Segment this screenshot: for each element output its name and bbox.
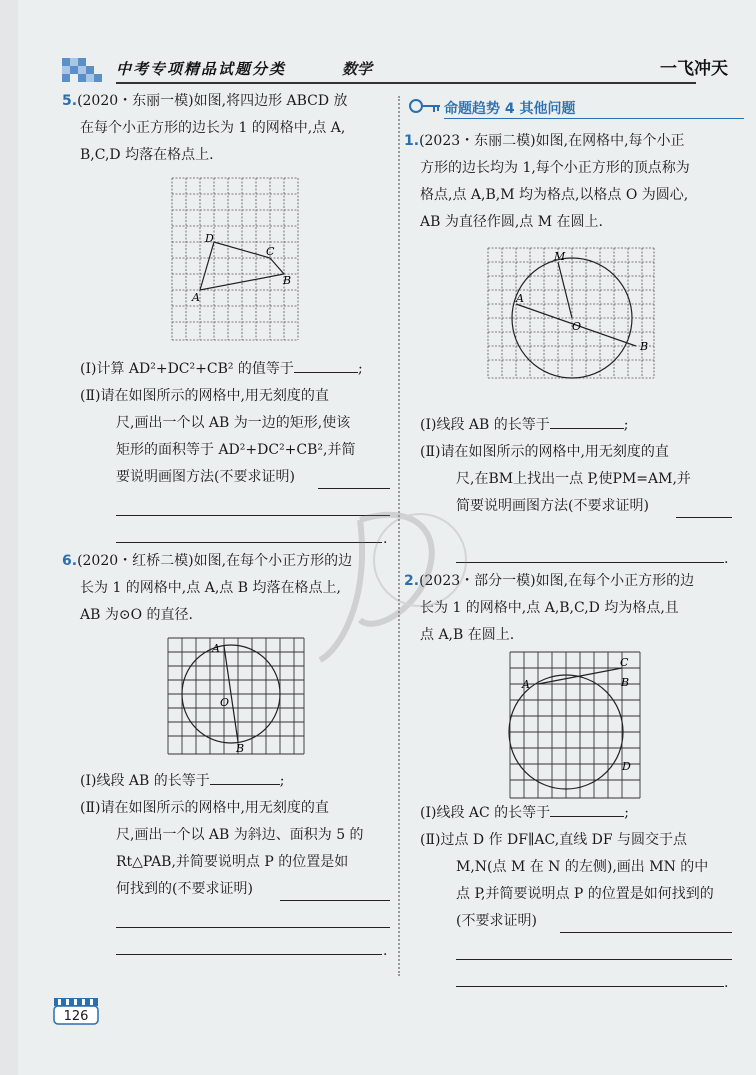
r2-end-dot: . — [724, 975, 729, 991]
r1-text-1: (2023・东丽二模)如图,在网格中,每个小正 — [419, 133, 685, 149]
r2-part2-line-4: (不要求证明) — [456, 913, 537, 929]
r2-part1-blank[interactable] — [550, 816, 624, 817]
r2-text-1: (2023・部分一模)如图,在每个小正方形的边 — [419, 573, 695, 589]
r1-answer-line-1[interactable] — [676, 517, 732, 518]
q5-line-1 — [62, 88, 348, 115]
q5-part2-line-1: (Ⅱ)请在如图所示的网格中,用无刻度的直 — [80, 388, 329, 404]
header-checker-icon — [60, 56, 110, 86]
q6-part2-line-3: Rt△PAB,并简要说明点 P 的位置是如 — [116, 854, 349, 870]
q6-part2-line-2: 尺,画出一个以 AB 为斜边、面积为 5 的 — [116, 827, 364, 843]
page-header — [60, 52, 750, 90]
q5-part1 — [80, 356, 363, 383]
r1-label-o: O — [572, 320, 582, 333]
q5-label-c: C — [266, 245, 275, 258]
q5-text-1: (2020・东丽一模)如图,将四边形 ABCD 放 — [77, 93, 348, 109]
q6-number: 6. — [62, 553, 78, 569]
q6-answer-line-1[interactable] — [280, 900, 390, 901]
q6-end-dot: . — [383, 943, 388, 959]
r1-line-4: AB 为直径作圆,点 M 在圆上. — [420, 214, 603, 230]
q5-grid-figure — [170, 176, 302, 344]
page-number: 126 — [63, 1009, 89, 1024]
q5-part1-blank[interactable] — [294, 372, 358, 373]
topic-label: 命题趋势 4 其他问题 — [444, 101, 576, 117]
r2-label-a: A — [522, 678, 530, 691]
r2-answer-line-1[interactable] — [560, 932, 732, 933]
r1-part1-blank[interactable] — [550, 428, 624, 429]
r2-line-3: 点 A,B 在圆上. — [420, 627, 515, 643]
q6-part2-line-1: (Ⅱ)请在如图所示的网格中,用无刻度的直 — [80, 800, 329, 816]
q6-answer-line-3[interactable] — [116, 954, 382, 955]
brand-watermark — [300, 480, 560, 680]
r2-label-c: C — [620, 656, 629, 669]
q6-grid-figure — [166, 636, 306, 756]
r2-number: 2. — [404, 573, 420, 589]
r1-line-2: 方形的边长均为 1,每个小正方形的顶点称为 — [420, 160, 690, 176]
r1-part1-end: ; — [623, 417, 629, 433]
r1-part2-line-3: 简要说明画图方法(不要求证明) — [456, 498, 649, 514]
r1-label-m: M — [554, 250, 566, 263]
q5-line-3: B,C,D 均落在格点上. — [80, 147, 214, 163]
q5-label-a: A — [192, 291, 200, 304]
q5-part2-line-3: 矩形的面积等于 AD²+DC²+CB²,并简 — [116, 442, 356, 458]
q6-part2-line-4: 何找到的(不要求证明) — [116, 881, 253, 897]
r1-line-1 — [404, 128, 685, 155]
r2-answer-line-3[interactable] — [456, 986, 724, 987]
header-subject: 数学 — [342, 60, 373, 78]
r1-number: 1. — [404, 133, 420, 149]
page-number-badge — [52, 996, 100, 1026]
q5-part1-end: ; — [357, 361, 363, 377]
page-shadow — [0, 0, 18, 1075]
r2-part1-end: ; — [624, 805, 629, 821]
r2-part1 — [420, 800, 629, 827]
r1-part2-line-1: (Ⅱ)请在如图所示的网格中,用无刻度的直 — [420, 444, 669, 460]
q6-label-b: B — [236, 742, 245, 755]
q5-line-2: 在每个小正方形的边长为 1 的网格中,点 A, — [80, 120, 346, 136]
q5-part2-line-4: 要说明画图方法(不要求证明) — [116, 469, 295, 485]
q5-part1-text: (Ⅰ)计算 AD²+DC²+CB² 的值等于 — [80, 361, 294, 377]
r1-part2-line-2: 尺,在BM上找出一点 P,使PM=AM,并 — [456, 471, 691, 487]
r2-part2-line-3: 点 P,并简要说明点 P 的位置是如何找到的 — [456, 886, 714, 902]
key-icon — [408, 96, 442, 120]
q6-answer-line-2[interactable] — [116, 927, 390, 928]
r2-label-b: B — [621, 676, 630, 689]
r2-answer-line-2[interactable] — [456, 959, 732, 960]
r1-part1-text: (Ⅰ)线段 AB 的长等于 — [420, 417, 550, 433]
q5-end-dot: . — [383, 531, 388, 547]
header-title: 中考专项精品试题分类 — [116, 60, 287, 78]
r1-label-b: B — [640, 340, 649, 353]
q6-text-1: (2020・红桥二模)如图,在每个小正方形的边 — [77, 553, 353, 569]
r2-label-d: D — [622, 760, 631, 773]
q6-part1-blank[interactable] — [210, 784, 280, 785]
q6-line-3: AB 为⊙O 的直径. — [80, 607, 193, 623]
r2-part1-text: (Ⅰ)线段 AC 的长等于 — [420, 805, 551, 821]
header-brand: 一飞冲天 — [660, 59, 728, 79]
r2-part2-line-1: (Ⅱ)过点 D 作 DF∥AC,直线 DF 与圆交于点 — [420, 832, 688, 848]
q6-part1-text: (Ⅰ)线段 AB 的长等于 — [80, 773, 210, 789]
q5-label-b: B — [283, 274, 292, 287]
r2-part2-line-2: M,N(点 M 在 N 的左侧),画出 MN 的中 — [456, 859, 709, 875]
r2-line-2: 长为 1 的网格中,点 A,B,C,D 均为格点,且 — [420, 600, 679, 616]
q6-part1 — [80, 768, 284, 795]
r1-part1 — [420, 412, 628, 439]
q5-part2-line-2: 尺,画出一个以 AB 为一边的矩形,使该 — [116, 415, 351, 431]
r1-label-a: A — [516, 292, 524, 305]
r1-end-dot: . — [724, 551, 729, 567]
header-rule — [116, 82, 696, 84]
q5-number: 5. — [62, 93, 78, 109]
q6-line-2: 长为 1 的网格中,点 A,点 B 均落在格点上, — [80, 580, 341, 596]
q5-label-d: D — [205, 232, 214, 245]
q6-label-o: O — [220, 696, 230, 709]
topic-underline — [444, 118, 744, 119]
r1-grid-figure — [486, 246, 656, 380]
r1-line-3: 格点,点 A,B,M 均为格点,以格点 O 为圆心, — [420, 187, 689, 203]
q6-label-a: A — [212, 642, 220, 655]
q6-part1-end: ; — [279, 773, 285, 789]
